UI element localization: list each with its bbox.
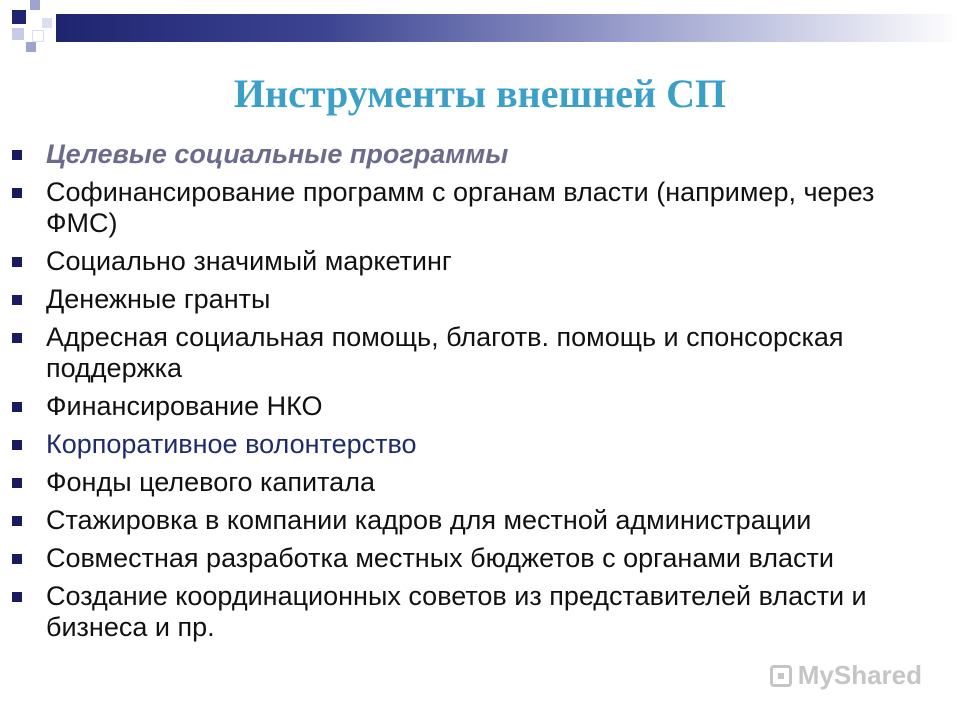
bullet-item (0, 391, 960, 422)
square-bullet-icon (12, 516, 22, 526)
bullet-text: Софинансирование программ с органам власти (например, через ФМС) (46, 177, 875, 238)
watermark (770, 660, 922, 691)
deco-square (26, 42, 36, 52)
bullet-item (0, 322, 960, 384)
bullet-item (0, 284, 960, 315)
square-bullet-icon (12, 440, 22, 450)
bullet-item (0, 467, 960, 498)
deco-square (42, 18, 52, 28)
square-bullet-icon (12, 333, 22, 343)
bullet-item (0, 429, 960, 460)
square-bullet-icon (12, 295, 22, 305)
bullet-item (0, 177, 960, 239)
bullet-item (0, 139, 960, 170)
bullet-text: Социально значимый маркетинг (46, 246, 452, 276)
myshared-logo-icon (770, 665, 792, 687)
bullet-list (0, 139, 960, 650)
bullet-item (0, 246, 960, 277)
deco-square (32, 30, 44, 42)
square-bullet-icon (12, 257, 22, 267)
watermark-text: MyShared (797, 660, 922, 690)
bullet-text: Финансирование НКО (46, 391, 323, 421)
deco-square (30, 0, 40, 10)
square-bullet-icon (12, 402, 22, 412)
bullet-text: Корпоративное волонтерство (46, 429, 417, 459)
square-bullet-icon (12, 150, 22, 160)
bullet-text: Создание координационных советов из представителей власти и бизнеса и пр. (46, 581, 867, 642)
bullet-item (0, 505, 960, 536)
square-bullet-icon (12, 188, 22, 198)
deco-square (12, 28, 24, 40)
square-bullet-icon (12, 554, 22, 564)
slide-title: Инструменты внешней СП (233, 71, 727, 116)
bullet-text: Денежные гранты (46, 284, 271, 314)
bullet-text: Адресная социальная помощь, благотв. помощь и спонсорская поддержка (46, 322, 844, 383)
bullet-item (0, 581, 960, 643)
bullet-item (0, 543, 960, 574)
bullet-text: Совместная разработка местных бюджетов с органами власти (46, 543, 834, 573)
bullet-text: Фонды целевого капитала (46, 467, 375, 497)
deco-square (12, 10, 26, 24)
bullet-text: Целевые социальные программы (46, 139, 509, 169)
square-bullet-icon (12, 592, 22, 602)
bullet-text: Стажировка в компании кадров для местной администрации (46, 505, 812, 535)
header-gradient-bar (56, 14, 960, 42)
square-bullet-icon (12, 478, 22, 488)
